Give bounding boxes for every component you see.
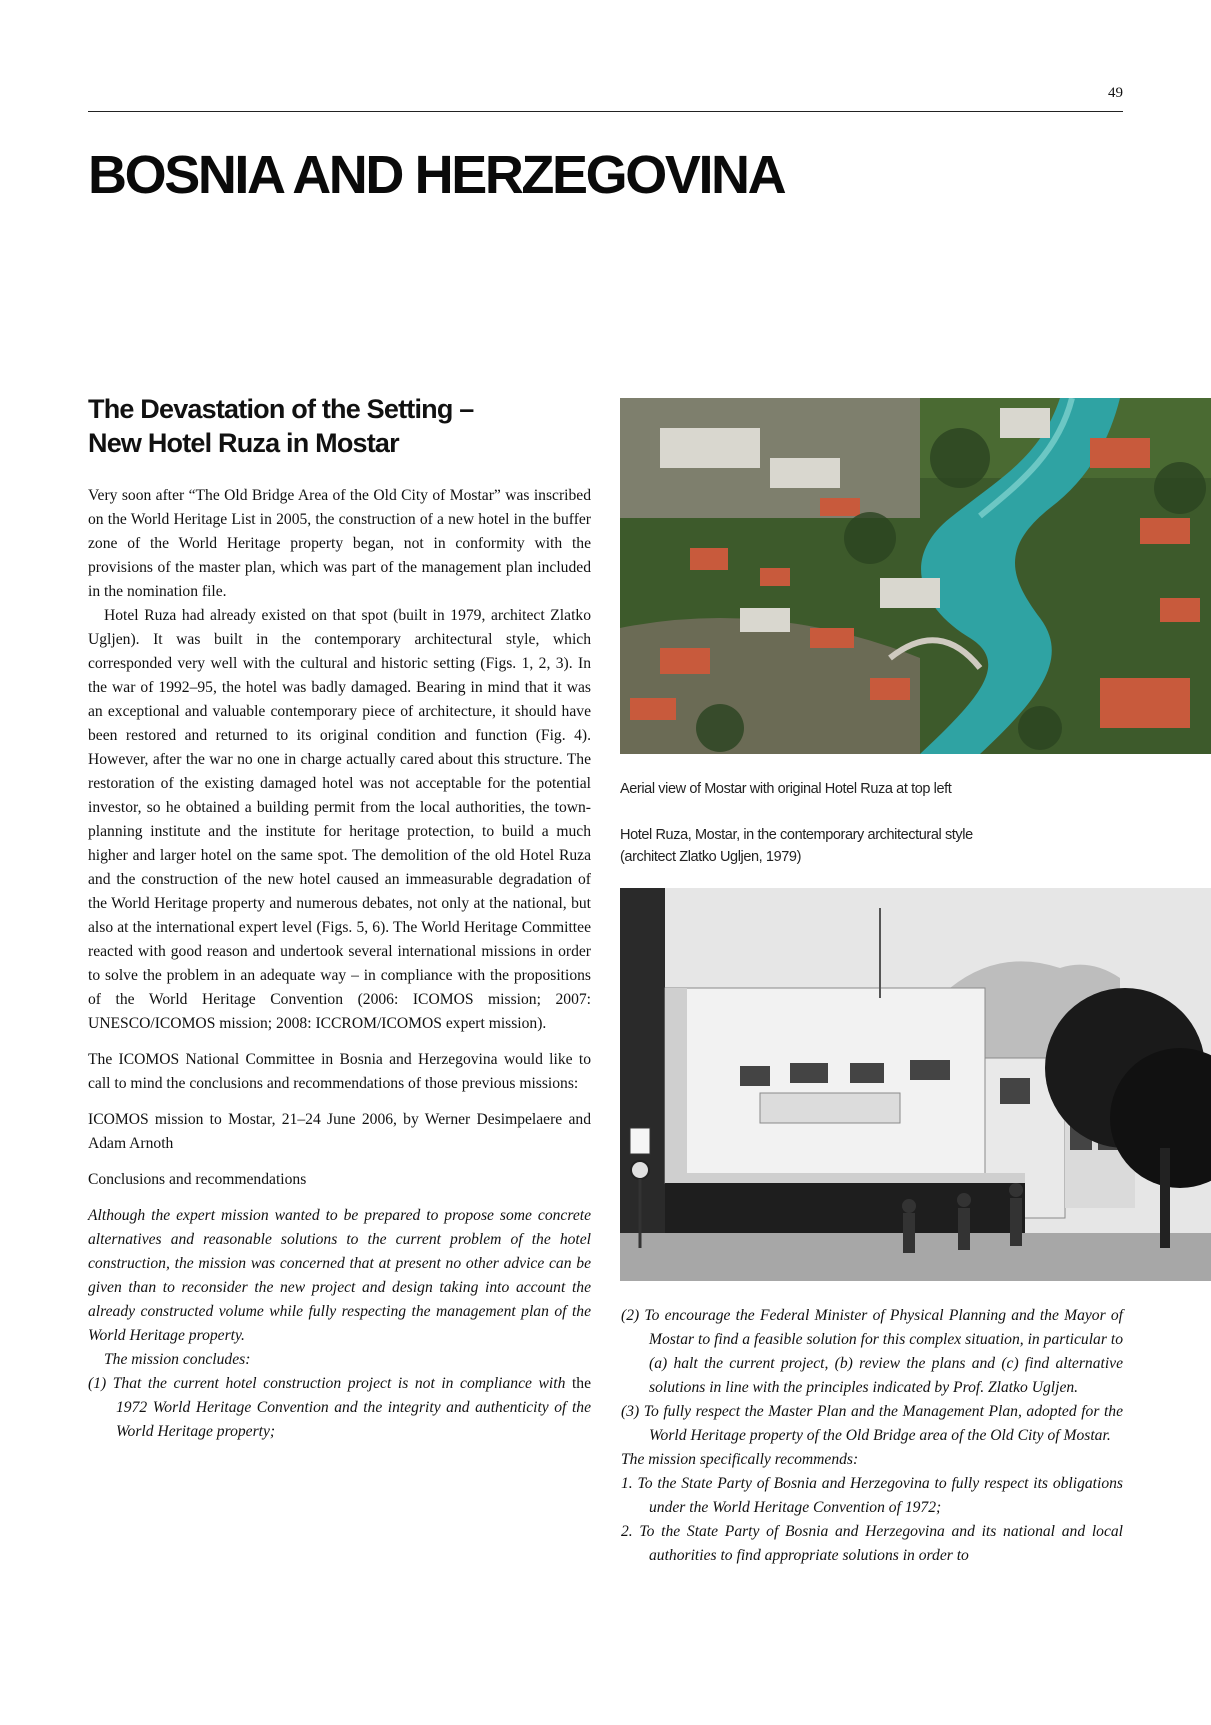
paragraph-icomos-committee: The ICOMOS National Committee in Bosnia and Herzegovina would like to call to mind the conclusions and recommendations of those previous missions: bbox=[88, 1051, 591, 1092]
paragraph-mission-concludes: The mission concludes: bbox=[104, 1351, 251, 1368]
conclusion-item-1 bbox=[88, 1372, 591, 1444]
paragraph-mission-concern: Although the expert mission wanted to be prepared to propose some concrete alternatives and reasonable solutions to the current problem of the hotel construction, the mission was concerned that at present no other advice can be given than to reconsider the new project and design taking into account the already constructed volume while fully respecting the management plan of the World Heritage property. bbox=[88, 1207, 591, 1344]
recommendation-item-1: 1. To the State Party of Bosnia and Herzegovina to fully respect its obligations under the World Heritage Convention of 1972; bbox=[621, 1475, 1123, 1516]
page-number: 49 bbox=[1108, 85, 1123, 101]
paragraph-mission-2006: ICOMOS mission to Mostar, 21–24 June 2006, by Werner Desimpelaere and Adam Arnoth bbox=[88, 1111, 591, 1152]
paragraph-intro: Very soon after “The Old Bridge Area of the Old City of Mostar” was inscribed on the World Heritage List in 2005, the construction of a new hotel in the buffer zone of the World Heritage property began, not in conformity with the provisions of the master plan, which was part of the management plan included in the nomination file. bbox=[88, 487, 591, 600]
hotel-ruza-photo bbox=[620, 888, 1211, 1281]
caption-aerial-view: Aerial view of Mostar with original Hotel Ruza at top left bbox=[620, 781, 952, 797]
paragraph-hotel-history: Hotel Ruza had already existed on that spot (built in 1979, architect Zlatko Ugljen). It was built in the contemporary architectural style, which corresponded very well with the cultural and historic setting (Figs. 1, 2, 3). In the war of 1992–95, the hotel was badly damaged. Bearing in mind that it was an exceptional and valuable contemporary piece of architecture, it should have been restored and returned to its original condition and function (Fig. 4). However, after the war no one in charge actually cared about this structure. The restoration of the existing damaged hotel was not acceptable for the potential investor, so he obtained a building permit from the local authorities, the town-planning institute and the institute for heritage protection, to build a much higher and larger hotel on the same spot. The demolition of the old Hotel Ruza and the construction of the new hotel caused an immeasurable degradation of the World Heritage property and numerous debates, not only at the national, but also at the international expert level (Figs. 5, 6). The World Heritage Committee reacted with good reason and undertook several international missions in order to solve the problem in an adequate way – in compliance with the propositions of the World Heritage Convention (2006: ICOMOS mission; 2007: UNESCO/ICOMOS mission; 2008: ICCROM/ICOMOS expert mission). bbox=[88, 607, 591, 1032]
aerial-photo bbox=[620, 398, 1211, 754]
recommendation-item-2: 2. To the State Party of Bosnia and Herzegovina and its national and local authorities to find appropriate solutions in order to bbox=[621, 1523, 1123, 1564]
article-title bbox=[88, 392, 608, 460]
conclusion-item-3: (3) To fully respect the Master Plan and the Management Plan, adopted for the World Heritage property of the Old Bridge area of the Old City of Mostar. bbox=[621, 1403, 1123, 1444]
article-title-line-1: The Devastation of the Setting – bbox=[88, 394, 474, 424]
paragraph-mission-recommends: The mission specifically recommends: bbox=[621, 1451, 859, 1468]
caption-hotel-ruza bbox=[620, 824, 1180, 868]
left-column bbox=[88, 484, 591, 1444]
header-rule bbox=[88, 111, 1123, 112]
subheading-conclusions: Conclusions and recommendations bbox=[88, 1171, 307, 1188]
country-heading: BOSNIA AND HERZEGOVINA bbox=[88, 145, 785, 205]
article-title-line-2: New Hotel Ruza in Mostar bbox=[88, 428, 399, 458]
caption-hotel-ruza-line-1: Hotel Ruza, Mostar, in the contemporary architectural style bbox=[620, 827, 973, 843]
caption-hotel-ruza-line-2: (architect Zlatko Ugljen, 1979) bbox=[620, 849, 802, 865]
conclusion-item-1-upright: the bbox=[571, 1375, 591, 1392]
right-column bbox=[621, 1304, 1123, 1568]
conclusion-item-1-end: 1972 World Heritage Convention and the integrity and authenticity of the World Heritage property; bbox=[116, 1399, 591, 1440]
conclusion-item-2: (2) To encourage the Federal Minister of Physical Planning and the Mayor of Mostar to find a feasible solution for this complex situation, in particular to (a) halt the current project, (b) review the plans and (c) find alternative solutions in line with the principles indicated by Prof. Zlatko Ugljen. bbox=[621, 1307, 1123, 1396]
conclusion-item-1-start: (1) That the current hotel construction project is not in compliance with bbox=[88, 1375, 572, 1392]
